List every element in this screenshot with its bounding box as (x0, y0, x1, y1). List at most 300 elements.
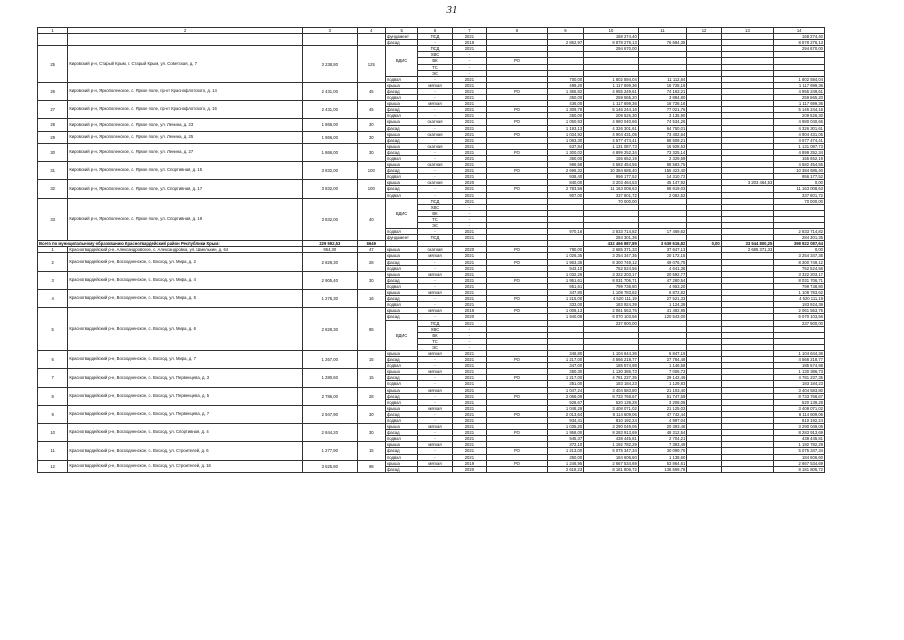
header-cell: 2 (68, 28, 303, 34)
col14-cell: 8 300 749,12 (774, 259, 825, 265)
residents-cell (357, 34, 385, 46)
year-cell: 2019 (452, 40, 486, 46)
work-type-cell: подвал (385, 76, 417, 82)
cost-cell: 8 181 806,72 (584, 466, 639, 472)
volume-cell: 938,40 (547, 174, 583, 180)
material-cell: - (418, 399, 452, 405)
work-type-cell: крыша (385, 350, 417, 356)
year-cell: 2021 (452, 302, 486, 308)
volume-cell: 2 013,64 (547, 411, 583, 417)
address-cell: Красногвардейский р-н, Восходненское, с. Восход, ул. Первенцева, д. 5 (68, 387, 303, 405)
cost-cell: 520 139,28 (584, 399, 639, 405)
material-cell: ТС (418, 216, 452, 222)
cost-cell: 2 667 534,69 (584, 460, 639, 466)
material-cell: мягкая (418, 271, 452, 277)
unit-cost-cell: 48 312,54 (638, 430, 687, 436)
material-cell: мягкая (418, 253, 452, 259)
year-cell: 2021 (452, 296, 486, 302)
work-type-cell: крыша (385, 82, 417, 88)
material-cell: - (418, 375, 452, 381)
unit-cost-cell: 2 329,59 (638, 155, 687, 161)
program-cell: РО (487, 448, 548, 454)
cost-cell: 3 203 464,53 (584, 180, 639, 186)
cost-cell: 2 833 714,82 (584, 229, 639, 235)
volume-cell: 1 217,00 (547, 357, 583, 363)
volume-cell: 1 958,00 (547, 430, 583, 436)
work-type-cell: крыша (385, 369, 417, 375)
volume-cell: 499,20 (547, 82, 583, 88)
year-cell: 2021 (452, 283, 486, 289)
col14-cell: 185 574,98 (774, 363, 825, 369)
area-cell: 2 947,90 (303, 405, 358, 423)
unit-cost-cell: 68 583,75 (638, 162, 687, 168)
cost-cell: 168 274,40 (584, 34, 639, 40)
volume-cell: 1 193,13 (547, 125, 583, 131)
year-cell: 2021 (452, 113, 486, 119)
cost-cell: 3 404 583,80 (584, 387, 639, 393)
material-cell: скатная (418, 180, 452, 186)
residents-cell: 45 (357, 101, 385, 119)
unit-cost-cell: 74 534,26 (638, 119, 687, 125)
unit-cost-cell: 1 129,83 (638, 381, 687, 387)
year-cell: 2021 (452, 162, 486, 168)
address-cell: Красногвардейский р-н, Восходненское, с. Восход, ул. Первенцева, д. 3 (68, 369, 303, 387)
year-cell: 2021 (452, 387, 486, 393)
col14-cell: 8 283 913,69 (774, 430, 825, 436)
residents-cell: 100 (357, 180, 385, 198)
unit-cost-cell: 20 592,77 (638, 271, 687, 277)
cost-cell: 185 574,98 (584, 363, 639, 369)
volume-cell: 700,00 (547, 76, 583, 82)
unit-cost-cell: 64 750,01 (638, 125, 687, 131)
material-cell: скатная (418, 119, 452, 125)
row-number: 2 (38, 253, 68, 271)
address-cell: Кировский р-н, Яркополенское, с. Яркое поле, ул. Ленина, д. 27 (68, 143, 303, 161)
address-cell: Красногвардейский р-н, Восходненское, с. Восход, ул. Мира, д. 2 (68, 253, 303, 271)
year-cell: 2021 (452, 320, 486, 326)
col14-cell: 3 322 203,17 (774, 271, 825, 277)
material-cell: - (418, 155, 452, 161)
residents-cell: 30 (357, 424, 385, 442)
material-cell: мягкая (418, 82, 452, 88)
col14-cell: 4 899 252,34 (774, 149, 825, 155)
work-type-cell: фасад (385, 466, 417, 472)
residents-cell: 30 (357, 143, 385, 161)
material-cell: - (418, 296, 452, 302)
work-type-cell: крыша (385, 253, 417, 259)
year-cell: 2020 (452, 247, 486, 253)
program-cell: РО (487, 277, 548, 283)
col14-cell: 4 781 237,35 (774, 375, 825, 381)
unit-cost-cell: 14 310,72 (638, 174, 687, 180)
material-cell: - (418, 229, 452, 235)
volume-cell: 350,00 (547, 95, 583, 101)
year-cell: - (452, 216, 486, 222)
residents-cell: 45 (357, 82, 385, 100)
unit-cost-cell: 1 146,58 (638, 363, 687, 369)
work-type-cell: фасад (385, 149, 417, 155)
volume-cell: 372,10 (547, 442, 583, 448)
volume-cell: 945,37 (547, 436, 583, 442)
year-cell: 2021 (452, 381, 486, 387)
cost-cell: 3 290 049,06 (584, 424, 639, 430)
vdis-cell: ВДИС (385, 198, 417, 228)
residents-cell: 15 (357, 442, 385, 460)
material-cell: мягкая (418, 424, 452, 430)
header-cell: 14 (774, 28, 825, 34)
unit-cost-cell: 11 112,84 (638, 76, 687, 82)
area-cell: 954,30 (303, 247, 358, 253)
residents-cell: 15 (357, 369, 385, 387)
year-cell: 2021 (452, 277, 486, 283)
year-cell: 2020 (452, 180, 486, 186)
unit-cost-cell: 3 135,90 (638, 113, 687, 119)
cost-cell: 4 520 111,19 (584, 296, 639, 302)
row-number: 32 (38, 180, 68, 198)
unit-cost-cell: 20 172,15 (638, 253, 687, 259)
header-cell: 3 (303, 28, 358, 34)
work-type-cell: фасад (385, 448, 417, 454)
cost-cell: 11 163 008,63 (584, 186, 639, 192)
total-label: Всего по муниципальному образованию Красногвардейский район Республики Крым: (38, 241, 303, 247)
cost-cell: 5 146 244,16 (584, 107, 639, 113)
col14-cell: 3 254 347,35 (774, 253, 825, 259)
cost-cell: 1 192 782,29 (584, 442, 639, 448)
cost-cell: 799 738,80 (584, 283, 639, 289)
col14-cell: 8 733 768,67 (774, 393, 825, 399)
total-col13: 33 544 800,25 (721, 241, 774, 247)
cost-cell: 1 108 783,62 (584, 290, 639, 296)
col14-cell: 0,00 (774, 180, 825, 186)
row-number: 31 (38, 162, 68, 180)
work-type-cell: подвал (385, 381, 417, 387)
work-type-cell: крыша (385, 387, 417, 393)
year-cell: 2021 (452, 107, 486, 113)
material-cell: мягкая (418, 387, 452, 393)
work-type-cell: фасад (385, 137, 417, 143)
work-type-cell: фасад (385, 375, 417, 381)
volume-cell: 1 215,00 (547, 296, 583, 302)
program-cell: РО (487, 131, 548, 137)
work-type-cell: фасад (385, 430, 417, 436)
address-cell: Кировский р-н, Старый Крым, г. Старый Крым, ул. Советская, д. 7 (68, 46, 303, 83)
volume-cell: 347,00 (547, 363, 583, 369)
volume-cell: 537,84 (547, 143, 583, 149)
cost-cell: 1 117 699,36 (584, 82, 639, 88)
col14-cell: 337 801,72 (774, 192, 825, 198)
volume-cell: 1 217,00 (547, 375, 583, 381)
area-cell: 2 905,40 (303, 271, 358, 289)
volume-cell: 1 365,82 (547, 88, 583, 94)
row-number: 10 (38, 424, 68, 442)
year-cell: 2021 (452, 186, 486, 192)
work-type-cell: фундамент (385, 235, 417, 241)
unit-cost-cell: 136 599,78 (638, 466, 687, 472)
row-number: 12 (38, 460, 68, 472)
row-number: 26 (38, 82, 68, 100)
year-cell: 2021 (452, 198, 486, 204)
unit-cost-cell: 68 819,03 (638, 186, 687, 192)
row-number: 30 (38, 143, 68, 161)
unit-cost-cell: 3 884,80 (638, 95, 687, 101)
year-cell: 2021 (452, 454, 486, 460)
year-cell: 2021 (452, 393, 486, 399)
work-type-cell: подвал (385, 399, 417, 405)
material-cell: - (418, 40, 452, 46)
material-cell: ХВС (418, 52, 452, 58)
cost-cell: 3 254 347,35 (584, 253, 639, 259)
col14-cell: 810 192,24 (774, 418, 825, 424)
work-type-cell: подвал (385, 155, 417, 161)
work-type-cell: подвал (385, 363, 417, 369)
residents-cell: 16 (357, 290, 385, 308)
material-cell: мягкая (418, 101, 452, 107)
work-type-cell: фасад (385, 186, 417, 192)
material-cell: - (418, 393, 452, 399)
cost-cell: 2 685 371,33 (584, 247, 639, 253)
col14-cell: 168 274,40 (774, 34, 825, 40)
material-cell: - (418, 381, 452, 387)
volume-cell: 1 246,95 (547, 460, 583, 466)
year-cell: 2021 (452, 192, 486, 198)
unit-cost-cell: 68 509,21 (638, 137, 687, 143)
year-cell: - (452, 204, 486, 210)
material-cell: - (418, 277, 452, 283)
work-type-cell: крыша (385, 271, 417, 277)
cost-cell: 3 322 203,17 (584, 271, 639, 277)
volume-cell: 1 048,29 (547, 405, 583, 411)
material-cell: - (418, 314, 452, 320)
material-cell: скатная (418, 143, 452, 149)
row-number: 28 (38, 119, 68, 131)
work-type-cell: фасад (385, 314, 417, 320)
year-cell: 2021 (452, 271, 486, 277)
material-cell: - (418, 302, 452, 308)
year-cell: - (452, 332, 486, 338)
col14-cell: 6 070 103,56 (774, 314, 825, 320)
volume-cell: 780,00 (547, 247, 583, 253)
cost-cell: 8 878 276,13 (584, 40, 639, 46)
volume-cell: 943,10 (547, 265, 583, 271)
unit-cost-cell: 37 647,13 (638, 247, 687, 253)
material-cell: ХВС (418, 326, 452, 332)
material-cell: ТС (418, 338, 452, 344)
work-type-cell: фасад (385, 259, 417, 265)
col14-cell: 8 181 806,72 (774, 466, 825, 472)
material-cell: - (418, 137, 452, 143)
material-cell: - (418, 95, 452, 101)
work-type-cell: фасад (385, 125, 417, 131)
program-cell: РО (487, 411, 548, 417)
unit-cost-cell: 2 082,52 (638, 192, 687, 198)
material-cell: ХВС (418, 204, 452, 210)
year-cell: - (452, 210, 486, 216)
residents-cell: 100 (357, 162, 385, 180)
residents-cell: 85 (357, 308, 385, 351)
cost-cell: 259 565,20 (584, 95, 639, 101)
col14-cell: 155 652,19 (774, 155, 825, 161)
year-cell: 2021 (452, 259, 486, 265)
material-cell: - (418, 113, 452, 119)
unit-cost-cell: 74 163,21 (638, 88, 687, 94)
cost-cell: 1 117 699,36 (584, 101, 639, 107)
row-number: 1 (38, 247, 68, 253)
row-number: 3 (38, 271, 68, 289)
col14-cell: 4 520 111,19 (774, 296, 825, 302)
unit-cost-cell: 1 138,60 (638, 454, 687, 460)
material-cell: - (418, 430, 452, 436)
cost-cell: 438 445,81 (584, 436, 639, 442)
vdis-cell: ВДИС (385, 46, 417, 76)
area-cell: 3 832,00 (303, 198, 358, 241)
program-cell: РО (487, 88, 548, 94)
col14-cell: 10 384 685,40 (774, 168, 825, 174)
material-cell: - (418, 107, 452, 113)
col14-cell: 956 177,52 (774, 174, 825, 180)
area-cell: 2 829,30 (303, 253, 358, 271)
material-cell: - (418, 192, 452, 198)
volume-cell: 928,67 (547, 399, 583, 405)
year-cell: 2021 (452, 405, 486, 411)
row-number: 8 (38, 387, 68, 405)
material-cell: - (418, 186, 452, 192)
area-cell: 1 866,00 (303, 119, 358, 131)
col14-cell: 4 955 249,61 (774, 88, 825, 94)
cost-cell: 4 955 249,61 (584, 88, 639, 94)
unit-cost-cell: 29 142,46 (638, 375, 687, 381)
address-cell: Кировский р-н, Яркополенское, с. Яркое поле, пр-кт Краснофлотского, д. 16 (68, 101, 303, 119)
residents-cell: 30 (357, 405, 385, 423)
col14-cell: 209 526,30 (774, 113, 825, 119)
col14-cell: 5 146 244,16 (774, 107, 825, 113)
material-cell: - (418, 466, 452, 472)
year-cell: 2019 (452, 460, 486, 466)
cost-cell: 4 781 237,35 (584, 375, 639, 381)
work-type-cell: подвал (385, 454, 417, 460)
address-cell: Кировский р-н, Яркополенское, с. Яркое поле, ул. Спортивная, д. 19 (68, 198, 303, 241)
year-cell: 2021 (452, 76, 486, 82)
area-cell (303, 34, 358, 46)
area-cell: 1 277,90 (303, 442, 358, 460)
col14-cell: 2 667 534,69 (774, 460, 825, 466)
cost-cell: 6 070 103,56 (584, 314, 639, 320)
work-type-cell: фасад (385, 411, 417, 417)
col14-cell: 1 130 386,73 (774, 369, 825, 375)
year-cell: 2021 (452, 418, 486, 424)
unit-cost-cell: 16 728,16 (638, 101, 687, 107)
material-cell: - (418, 168, 452, 174)
volume-cell: 1 963,35 (547, 259, 583, 265)
volume-cell: 1 213,00 (547, 448, 583, 454)
address-cell: Красногвардейский р-н, Восходненское, с. Восход, ул. Мира, д. 5 (68, 290, 303, 308)
area-cell: 1 866,00 (303, 143, 358, 161)
col14-cell: 752 524,56 (774, 265, 825, 271)
year-cell: 2021 (452, 424, 486, 430)
year-cell: 2020 (452, 466, 486, 472)
vdis-cell: ВДИС (385, 320, 417, 350)
material-cell: скатная (418, 162, 452, 168)
year-cell: 2021 (452, 448, 486, 454)
unit-cost-cell: 16 728,16 (638, 82, 687, 88)
total-col12: 0,00 (687, 241, 721, 247)
col14-cell: 8 114 609,06 (774, 411, 825, 417)
header-cell: 5 (385, 28, 417, 34)
address-cell: Кировский р-н, Яркополенское, с. Яркое поле, ул. Ленина, д. 23 (68, 119, 303, 131)
work-type-cell: подвал (385, 418, 417, 424)
year-cell: 2021 (452, 363, 486, 369)
table-body (38, 28, 825, 473)
work-type-cell: крыша (385, 290, 417, 296)
volume-cell: 1 034,92 (547, 131, 583, 137)
material-cell: мягкая (418, 460, 452, 466)
volume-cell: 1 026,35 (547, 253, 583, 259)
cost-cell: 8 300 749,12 (584, 259, 639, 265)
year-cell: 2021 (452, 436, 486, 442)
material-cell: - (418, 88, 452, 94)
col14-cell: 4 980 040,66 (774, 119, 825, 125)
unit-cost-cell: 4 997,04 (638, 418, 687, 424)
material-cell: ЭС (418, 70, 452, 76)
year-cell: 2021 (452, 174, 486, 180)
total-sum: 432 466 887,89 (584, 241, 639, 247)
row-number: 6 (38, 350, 68, 368)
col14-cell: 1 117 699,36 (774, 82, 825, 88)
col14-cell: 259 565,20 (774, 95, 825, 101)
cost-cell: 237 900,00 (584, 320, 639, 326)
cost-cell: 8 114 609,06 (584, 411, 639, 417)
col14-cell: 294 670,00 (774, 46, 825, 52)
unit-cost-cell: 77 021,76 (638, 107, 687, 113)
header-cell: 9 (547, 28, 583, 34)
volume-cell: 1 300,02 (547, 149, 583, 155)
cost-cell: 337 801,72 (584, 192, 639, 198)
unit-cost-cell: 3 208,08 (638, 399, 687, 405)
col14-cell: 8 878 276,13 (774, 40, 825, 46)
residents-cell: 47 (357, 247, 385, 253)
material-cell: мягкая (418, 442, 452, 448)
material-cell: ВК (418, 210, 452, 216)
unit-cost-cell: 41 492,95 (638, 308, 687, 314)
unit-cost-cell: 1 124,39 (638, 302, 687, 308)
header-cell: 11 (638, 28, 687, 34)
header-cell: 13 (721, 28, 774, 34)
col14-cell: 2 061 553,75 (774, 308, 825, 314)
material-cell: - (418, 259, 452, 265)
header-cell: 10 (584, 28, 639, 34)
material-cell: - (418, 411, 452, 417)
cost-cell: 70 000,00 (584, 198, 639, 204)
year-cell: - (452, 58, 486, 64)
volume-cell: 346,80 (547, 350, 583, 356)
col14-cell: 3 404 583,80 (774, 387, 825, 393)
program-cell: РО (487, 296, 548, 302)
material-cell: - (418, 283, 452, 289)
year-cell: 2021 (452, 137, 486, 143)
work-type-cell: крыша (385, 131, 417, 137)
area-cell: 2 786,00 (303, 387, 358, 405)
unit-cost-cell: 4 641,36 (638, 265, 687, 271)
cost-cell: 4 904 431,05 (584, 131, 639, 137)
volume-cell: 2 862,97 (547, 40, 583, 46)
program-cell: РО (487, 149, 548, 155)
col14-cell: 184 606,60 (774, 454, 825, 460)
unit-cost-cell: 21 103,40 (638, 387, 687, 393)
unit-cost-cell: 30 099,76 (638, 448, 687, 454)
col14-cell: 520 139,28 (774, 399, 825, 405)
unit-cost-cell: 120 543,00 (638, 314, 687, 320)
volume-cell: 436,00 (547, 101, 583, 107)
year-cell: - (452, 223, 486, 229)
